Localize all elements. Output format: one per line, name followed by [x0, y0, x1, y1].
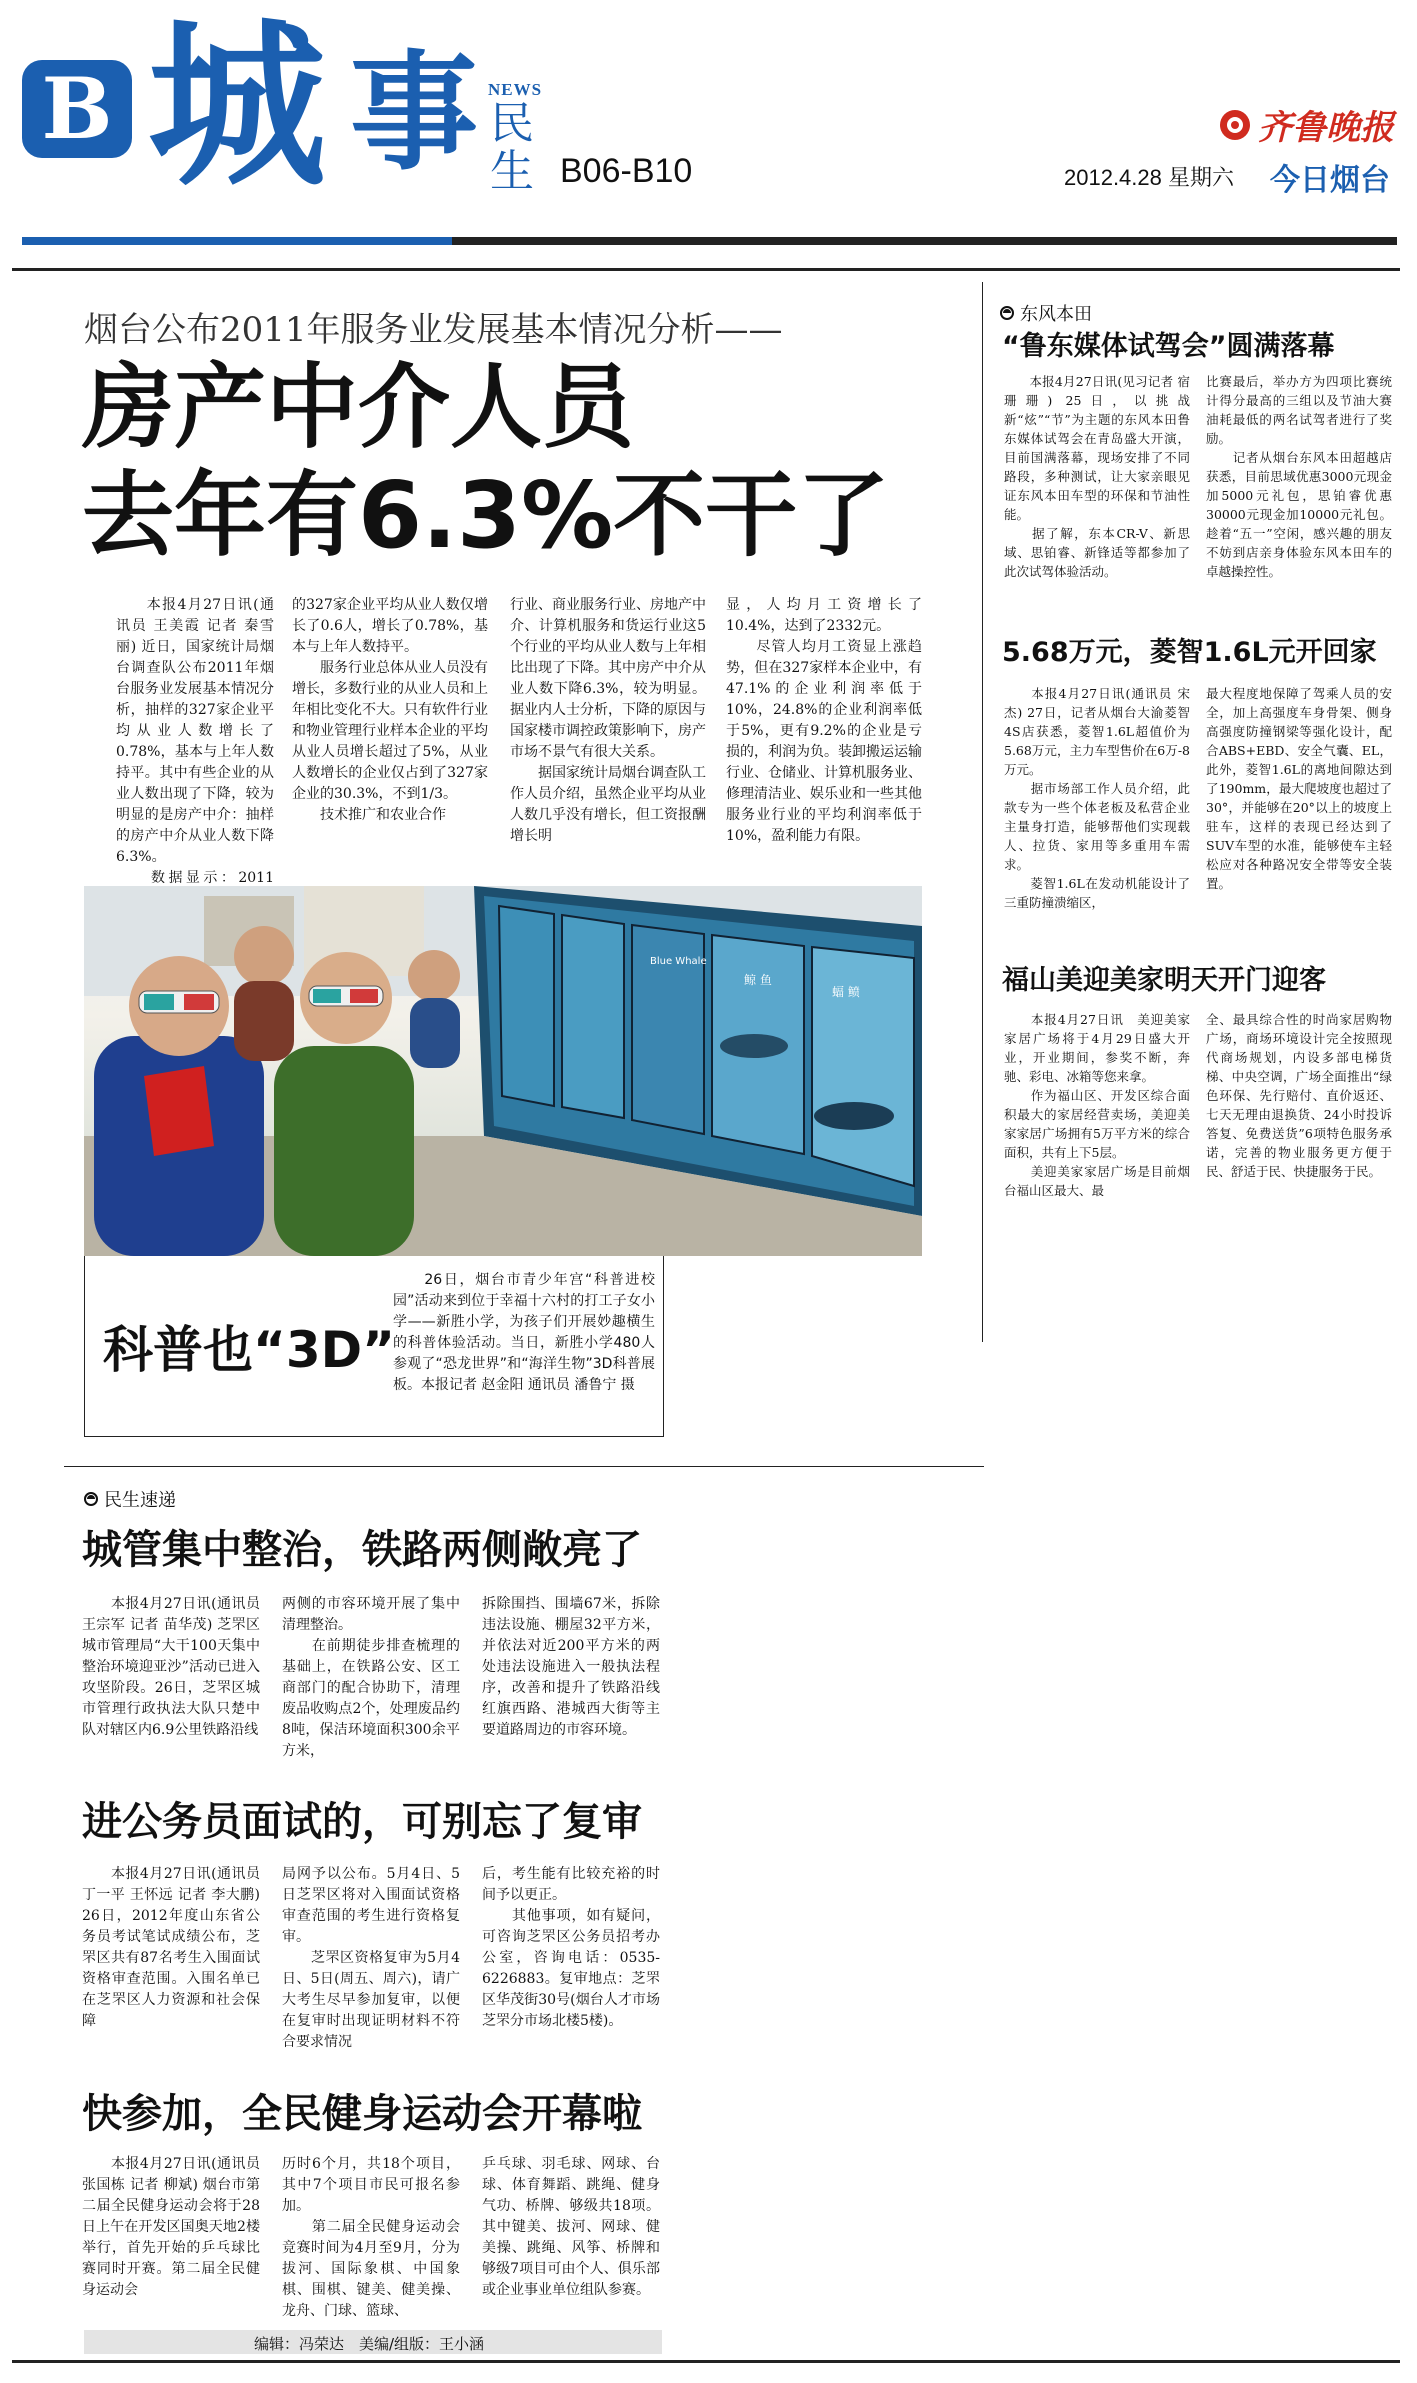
lead-kicker: 烟台公布2011年服务业发展基本情况分析——	[84, 310, 783, 350]
footer-credits: 编辑：冯荣达 美编/组版：王小涵	[254, 2335, 485, 2353]
children-3d-photo	[84, 886, 922, 1256]
child-middle	[274, 952, 414, 1256]
story-chengguan-title: 城管集中整治，铁路两侧敞亮了	[82, 1527, 642, 1573]
story-civil-service-column-3: 后，考生能有比较充裕的时间予以更正。 其他事项，如有疑问，可咨询芝罘区公务员招考办公室，咨询电话：0535-6226883。复审地点：芝罘区华茂街30号(烟台人才市场芝罘分市场北楼5楼)。	[482, 1866, 660, 2029]
panel-label-blue-whale: Blue Whale	[650, 956, 707, 967]
story-honda-title: “鲁东媒体试驾会”圆满落幕	[1002, 331, 1335, 362]
story-fitness-title: 快参加，全民健身运动会开幕啦	[82, 2091, 642, 2137]
story-chengguan-column-3: 拆除围挡、围墙67米，拆除违法设施、棚屋32平方米，并依法对近200平方米的两处违法设施进入一般执法程序，改善和提升了铁路沿线红旗西路、港城西大街等主要道路周边的市容环境。	[482, 1596, 660, 1738]
story-lingzhi-title: 5.68万元，菱智1.6L元开回家	[1002, 637, 1377, 668]
masthead-rule-black	[452, 237, 1397, 245]
lead-column-1: 本报4月27日讯(通讯员 王美霞 记者 秦雪丽) 近日，国家统计局烟台调查队公布2011年烟台服务业发展基本情况分析，抽样的327家企业平均从业人数增长了0.78%，基本与上年人数持平。其中有些企业的从业人数出现了下降，较为明显的是房产中介：抽样的房产中介从业人数下降6.3%。 数据显示：2011	[116, 597, 274, 886]
frame-divider-vertical	[982, 282, 983, 1342]
lead-column-4: 显，人均月工资增长了10.4%，达到了2332元。 尽管人均月工资显上涨趋势，但在327家样本企业中，有47.1%的企业利润率低于10%，24.8%的企业利润率低于5%，更有9.2%的企业是亏损的，利润为负。装卸搬运运输行业、仓储业、计算机服务业、修理清洁业、娱乐业和一些其他服务业行业的平均利润率低于10%，盈利能力有限。	[726, 597, 922, 844]
section-tag-dongfeng-honda	[1000, 300, 1092, 326]
paper-logo-icon	[1218, 108, 1252, 142]
story-meiyingmei-title: 福山美迎美家明天开门迎客	[1002, 965, 1326, 996]
story-chengguan-column-1: 本报4月27日讯(通讯员 王宗军 记者 苗华茂) 芝罘区城市管理局“大干100天集中整治环境迎亚沙”活动已进入攻坚阶段。26日，芝罘区城市管理行政执法大队只楚中队对辖区内6.9公里铁路沿线	[82, 1596, 265, 1738]
masthead-sub-char-1: 民	[490, 98, 534, 149]
frame-bottom	[12, 2360, 1400, 2363]
page-range: B06-B10	[560, 152, 693, 190]
story-honda-column-2: 比赛最后，举办方为四项比赛统计得分最高的三组以及节油大赛油耗最低的两名试驾者进行了奖励。 记者从烟台东风本田超越店获悉，目前思域优惠3000元现金加5000元礼包，思铂睿优惠30000元现金加10000元礼包。趁着“五一”空闲，感兴趣的朋友不妨到店亲身体验东风本田车的卓越操控性。	[1206, 374, 1392, 579]
masthead-title-char-1: 城	[148, 3, 326, 210]
story-civil-service-title: 进公务员面试的，可别忘了复审	[82, 1799, 642, 1845]
panel-label-whale: 鲸 鱼	[744, 973, 772, 987]
masthead-title-char-2: 事	[350, 39, 479, 188]
masthead-sub-char-2: 生	[490, 146, 534, 197]
photo-scene	[84, 886, 922, 1256]
section-tag-icon	[84, 1492, 98, 1506]
section-letter: B	[41, 59, 113, 158]
story-fitness-column-2: 历时6个月，共18个项目，其中7个项目市民可报名参加。 第二届全民健身运动会竞赛时间为4月至9月，分为拔河、国际象棋、中国象棋、围棋、键美、健美操、龙舟、门球、篮球、	[282, 2156, 460, 2319]
lead-column-3: 行业、商业服务行业、房地产中介、计算机服务和货运行业这5个行业的平均从业人数与上年相比出现了下降。其中房产中介从业人数下降6.3%，较为明显。据业内人士分析，下降的原因与国家楼市调控政策影响下，房产市场不景气有很大关系。 据国家统计局烟台调查队工作人员介绍，虽然企业平均从业人数几乎没有增长，但工资报酬增长明	[510, 597, 706, 844]
section-tag-minsheng	[84, 1486, 176, 1512]
lead-headline-line-1: 房产中介人员	[82, 354, 635, 461]
story-honda-column-1: 本报4月27日讯(见习记者 宿珊珊) 25日，以挑战新“炫”“节”为主题的东风本田鲁东媒体试驾会在青岛盛大开演，目前国满落幕，现场安排了不同路段，多种测试，让大家亲眼见证东风本田车型的环保和节油性能。 据了解，东本CR-V、新思域、思铂睿、新锋适等都参加了此次试驾体验活动。	[1004, 374, 1190, 579]
masthead-rule-blue	[22, 237, 452, 245]
story-fitness-column-3: 乒乓球、羽毛球、网球、台球、体育舞蹈、跳绳、健身气功、桥牌、够级共18项。其中键美、拔河、网球、健美操、跳绳、风筝、桥牌和够级7项目可由个人、俱乐部或企业事业单位组队参赛。	[482, 2156, 660, 2298]
footer-credits-bar	[84, 2330, 662, 2354]
issue-date: 2012.4.28 星期六	[1064, 165, 1234, 190]
story-chengguan-column-2: 两侧的市容环境开展了集中清理整治。 在前期徒步排查梳理的基础上，在铁路公安、区工商部门的配合协助下，清理废品收购点2个，处理废品约8吨，保洁环境面积300余平方米，	[282, 1596, 460, 1759]
lead-headline-line-2: 去年有6.3%不干了	[82, 462, 890, 569]
story-meiyingmei-column-1: 本报4月27日讯 美迎美家家居广场将于4月29日盛大开业，开业期间，参奖不断，奔驰、彩电、冰箱等您来拿。 作为福山区、开发区综合面积最大的家居经营卖场，美迎美家家居广场拥有5万平方米的综合面积，共有上下5层。 美迎美家家居广场是目前烟台福山区最大、最	[1004, 1012, 1190, 1198]
story-lingzhi-column-1: 本报4月27日讯(通讯员 宋杰) 27日，记者从烟台大渝菱智4S店获悉，菱智1.6L超值价为5.68万元，主力车型售价在6万-8万元。 据市场部工作人员介绍，此款专为一些个体老板及私营企业主量身打造，能够帮他们实现载人、拉货、家用等多重用车需求。 菱智1.6L在发动机能设计了三重防撞溃缩区，	[1004, 686, 1190, 910]
photo-caption: 26日，烟台市青少年宫“科普进校园”活动来到位于幸福十六村的打工子女小学——新胜小学，为孩子们开展妙趣横生的科普体验活动。当日，新胜小学480人参观了“恐龙世界”和“海洋生物”3D科普展板。本报记者 赵金阳 通讯员 潘鲁宁 摄	[393, 1272, 655, 1393]
news-label: NEWS	[488, 80, 543, 99]
story-civil-service-column-1: 本报4月27日讯(通讯员 丁一平 王怀远 记者 李大鹏) 26日，2012年度山东省公务员考试笔试成绩公布，芝罘区共有87名考生入围面试资格审查范围。入围名单已在芝罘区人力资源和社会保障	[82, 1866, 265, 2029]
story-lingzhi-column-2: 最大程度地保障了驾乘人员的安全，加上高强度车身骨架、侧身高强度防撞钢梁等强化设计，配合ABS+EBD、安全气囊、EL，此外，菱智1.6L的离地间隙达到了190mm，最大爬坡度也超过了30°，并能够在20°以上的坡度上驻车，这样的表现已经达到了SUV车型的水准，能够使车主轻松应对各种路况安全带等安全装置。	[1206, 686, 1392, 891]
lead-column-2: 的327家企业平均从业人数仅增长了0.6人，增长了0.78%，基本与上年人数持平。 服务行业总体从业人员没有增长，多数行业的从业人员和上年相比变化不大。只有软件行业和物业管理行业样本企业的平均从业人员增长超过了5%，从业人数增长的企业仅占到了327家企业的30.3%，不到1/3。 技术推广和农业合作	[292, 597, 488, 823]
story-fitness-column-1: 本报4月27日讯(通讯员 张国栋 记者 柳斌) 烟台市第二届全民健身运动会将于28日上午在开发区国奥天地2楼举行，首先开始的乒乓球比赛同时开赛。第二届全民健身运动会	[82, 2156, 265, 2298]
photo-headline: 科普也“3D”	[103, 1321, 396, 1379]
paper-logo	[1218, 100, 1394, 149]
masthead	[0, 0, 1417, 250]
section-tag-label: 民生速递	[104, 1490, 176, 1510]
section-tag-label: 东风本田	[1020, 304, 1092, 324]
story-meiyingmei-column-2: 全、最具综合性的时尚家居购物广场，商场环境设计完全按照现代商场规划，内设多部电梯货梯、中央空调，广场全面推出“绿色环保、先行赔付、直价返还、七天无理由退换货、24小时投诉答复、免费送货”6项特色服务承诺，完善的物业服务更方便于民、舒适于民、快捷服务于民。	[1206, 1012, 1392, 1179]
story-civil-service-column-2: 局网予以公布。5月4日、5日芝罘区将对入围面试资格审查范围的考生进行资格复审。 芝罘区资格复审为5月4日、5日(周五、周六)，请广大考生尽早参加复审，以便在复审时出现证明材料不符合要求情况	[282, 1866, 460, 2050]
edition-name: 今日烟台	[1270, 163, 1390, 198]
section-tag-icon	[1000, 306, 1014, 320]
panel-label-ray: 蝠 鲼	[832, 985, 860, 999]
frame-top	[12, 268, 1400, 271]
section-badge	[22, 60, 132, 158]
paper-name: 齐鲁晚报	[1258, 108, 1394, 148]
frame-divider-horizontal	[64, 1466, 984, 1467]
